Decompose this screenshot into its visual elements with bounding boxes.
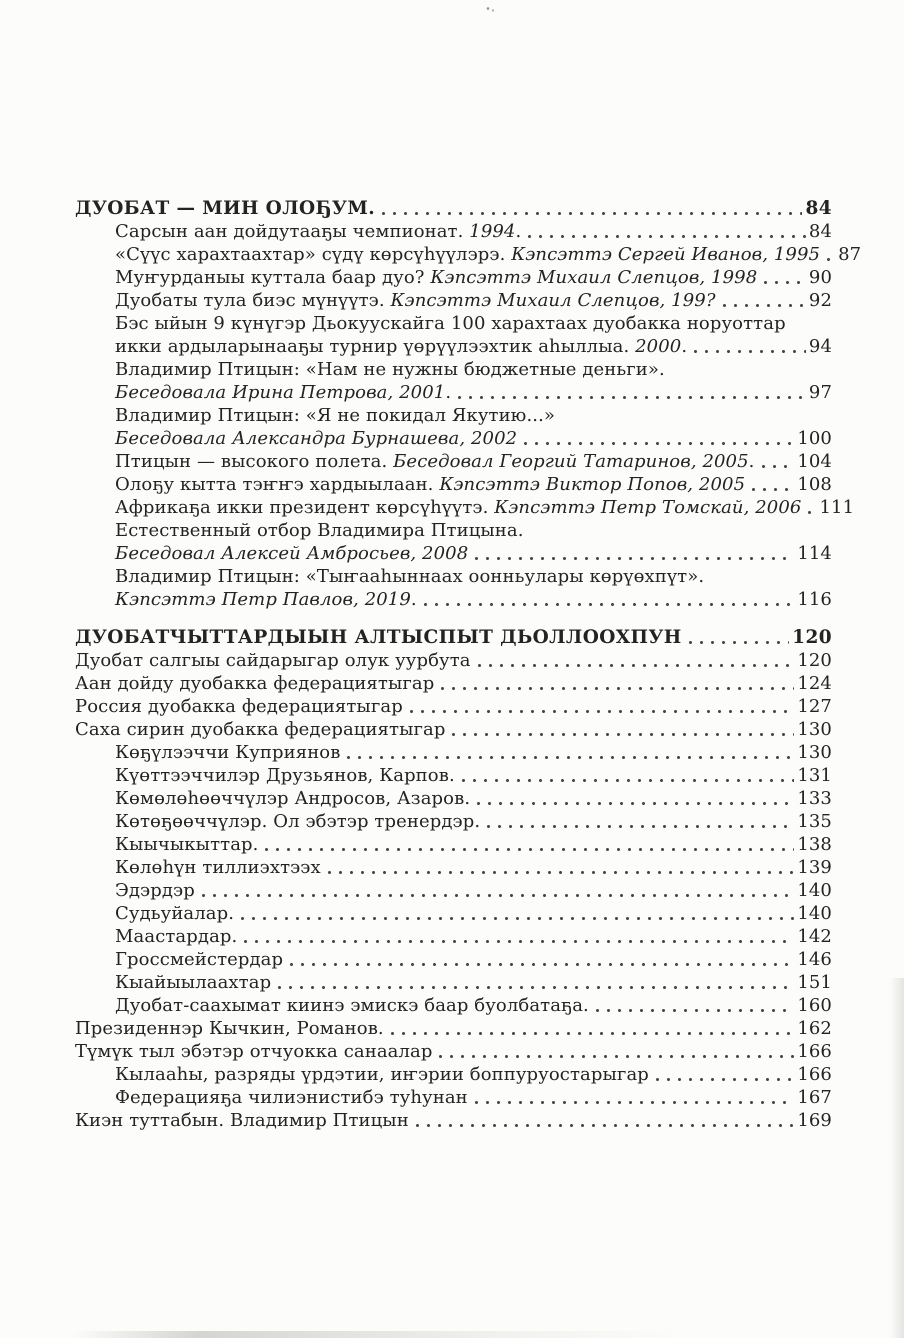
toc-entry-text [115,948,283,971]
toc-page-number: 120 [797,650,832,671]
toc-text-segment: Дуобат-саахымат киинэ эмискэ баар буолбатаҕа. [115,995,589,1016]
toc-row [75,266,832,289]
scan-artifact-shade [890,978,904,1338]
toc-page-number: 87 [838,244,862,265]
toc-text-segment: Владимир Птицын: «Тыҥааһыннаах оонньулары көрүөхпүт». [115,566,705,587]
toc-text-segment: . [681,336,688,357]
toc-row [75,764,832,787]
toc-entry-text [115,266,757,289]
toc-row [75,243,862,266]
toc-row [75,358,832,381]
toc-text-segment: Сарсын аан дойдутааҕы чемпионат. [115,221,470,242]
dot-leader [475,542,794,565]
toc-page-number: 140 [797,903,832,924]
toc [75,197,862,1132]
toc-text-segment: Күөттээччилэр Друзьянов, Карпов. [115,765,455,786]
toc-entry-text [75,197,375,220]
dot-leader [656,1063,794,1086]
toc-entry-text [115,473,745,496]
toc-entry-text [115,833,258,856]
toc-page-number: 127 [797,696,832,717]
dot-leader [752,473,794,496]
toc-entry-text [115,1086,468,1109]
toc-text-segment: Олоҕу кытта тэҥҥэ хардыылаан. [115,474,440,495]
toc-entry-text [115,902,234,925]
toc-page-number: 120 [792,627,832,648]
scan-artifact-smudge [0,1331,904,1338]
toc-row [75,335,832,358]
toc-row [75,718,832,741]
dot-leader [528,220,806,243]
toc-text-segment: Эдэрдэр [115,880,195,901]
toc-entry-text [75,626,682,649]
toc-text-segment: «Сүүс харахтаахтар» сүдү көрсүһүүлэрэ. [115,244,512,265]
toc-text-segment: Птицын — высокого полета. [115,451,394,472]
toc-text-segment: Бэс ыйын 9 күнүгэр Дьокуускайга 100 харахтаах дуобакка норуоттар [115,313,786,334]
toc-text-segment: Кэпсэттэ Петр Томскай, 2006 [494,497,802,518]
toc-entry-text [115,312,786,335]
toc-text-segment: Гроссмейстердар [115,949,284,970]
toc-text-segment: . [410,589,417,610]
toc-row [75,833,832,856]
dot-leader [478,649,795,672]
toc-entry-text [115,879,195,902]
toc-text-segment: Муҥурданыы куттала баар дуо? [115,267,431,288]
dot-leader [391,1017,795,1040]
toc-entry-text [115,764,455,787]
toc-entry-text [115,427,517,450]
toc-entry-text [115,925,237,948]
toc-text-segment: Владимир Птицын: «Нам не нужны бюджетные деньги». [115,359,665,380]
dot-leader [808,496,816,519]
dot-leader [278,971,794,994]
toc-section-heading [75,626,832,649]
dot-leader [382,197,802,220]
toc-row [75,1109,832,1132]
toc-text-segment: Естественный отбор Владимира Птицына. [115,520,524,541]
toc-row [75,902,832,925]
dot-leader [827,243,835,266]
toc-row [75,427,832,450]
toc-text-segment: Саха сирин дуобакка федерациятыгар [75,719,446,740]
toc-text-segment: Федерацияҕа чилиэнистибэ туһунан [115,1087,468,1108]
dot-leader [328,856,795,879]
toc-entry-text [115,741,340,764]
toc-entry-text [75,672,434,695]
toc-row [75,1040,832,1063]
toc-row [75,948,832,971]
toc-page-number: 108 [797,474,832,495]
dot-leader [723,289,806,312]
scan-artifact-speck [486,7,495,12]
toc-page-number: 114 [797,543,832,564]
toc-row [75,1063,832,1086]
toc-row [75,925,832,948]
toc-row [75,787,832,810]
toc-entry-text [115,358,665,381]
toc-text-segment: Африкаҕа икки президент көрсүһүүтэ. [115,497,495,518]
toc-page-number: 130 [797,742,832,763]
toc-row [75,971,832,994]
toc-section-heading [75,197,832,220]
toc-row [75,741,832,764]
toc-page-number: 94 [808,336,832,357]
toc-text-segment: Киэн туттабын. Владимир Птицын [75,1110,409,1131]
toc-text-segment: Россия дуобакка федерациятыгар [75,696,403,717]
toc-entry-text [115,588,417,611]
toc-page-number: 146 [797,949,832,970]
dot-leader [244,925,794,948]
toc-entry-text [115,243,820,266]
toc-row [75,695,832,718]
toc-text-segment: Владимир Птицын: «Я не покидал Якутию...» [115,405,556,426]
toc-text-segment: ДУОБАТ — МИН ОЛОҔУМ. [75,198,376,219]
toc-text-segment: Кылааһы, разряды үрдэтии, иҥэрии боппуруостарыгар [115,1064,649,1085]
toc-row [75,404,832,427]
toc-text-segment: ДУОБАТЧЫТТАРДЫЫН АЛТЫСПЫТ ДЬОЛЛООХПУН [75,627,682,648]
toc-entry-text [115,404,555,427]
dot-leader [265,833,794,856]
dot-leader [416,1109,795,1132]
toc-page-number: 135 [797,811,832,832]
toc-entry-text [115,810,480,833]
toc-row [75,289,832,312]
toc-text-segment: Кэпсэттэ Михаил Слепцов, 199? [390,290,716,311]
toc-row [75,381,832,404]
dot-leader [290,948,794,971]
toc-page-number: 151 [797,972,832,993]
toc-text-segment: Кэпсэттэ Виктор Попов, 2005 [439,474,746,495]
toc-page-number: 97 [808,382,832,403]
toc-row [75,810,832,833]
toc-entry-text [75,695,403,718]
toc-row [75,220,832,243]
toc-entry-text [115,381,451,404]
dot-leader [458,381,806,404]
toc-page-number: 116 [797,589,832,610]
toc-row [75,649,832,672]
toc-page-number: 169 [797,1110,832,1131]
toc-text-segment: Беседовал Алексей Амбросьев, 2008 [115,543,469,564]
toc-text-segment: Аан дойду дуобакка федерациятыгар [75,673,435,694]
toc-page-number: 131 [797,765,832,786]
toc-text-segment: Кэпсэттэ Михаил Слепцов, 1998 [430,267,758,288]
toc-page-number: 140 [797,880,832,901]
toc-row [75,312,832,335]
toc-row [75,1086,832,1109]
toc-text-segment: Кыайыылаахтар [115,972,272,993]
toc-page-number: 142 [797,926,832,947]
toc-row [75,450,832,473]
dot-leader [462,764,795,787]
dot-leader [424,588,795,611]
toc-entry-text [115,971,271,994]
toc-text-segment: Кэпсэттэ Петр Павлов, 2019 [115,589,411,610]
toc-page-number: 133 [797,788,832,809]
toc-row [75,856,832,879]
dot-leader [241,902,794,925]
dot-leader [524,427,794,450]
toc-entry-text [115,856,321,879]
toc-entry-text [115,542,468,565]
toc-page-number: 130 [797,719,832,740]
toc-page-number: 166 [797,1064,832,1085]
toc-text-segment: Көҕүлээччи Куприянов [115,742,341,763]
toc-text-segment: Беседовала Ирина Петрова, 2001 [115,382,446,403]
toc-row [75,542,832,565]
toc-page-number: 166 [797,1041,832,1062]
toc-page-number: 138 [797,834,832,855]
toc-page-number: 162 [797,1018,832,1039]
toc-page-number: 139 [797,857,832,878]
toc-page-number: 84 [805,198,832,219]
toc-text-segment: Маастардар. [115,926,238,947]
toc-text-segment: Көтөҕөөччүлэр. Ол эбэтэр тренердэр. [115,811,481,832]
toc-page-number: 84 [808,221,832,242]
toc-text-segment: 1994 [469,221,516,242]
toc-page-number: 90 [808,267,832,288]
toc-text-segment: Дуобат салгыы сайдарыгар олук уурбута [75,650,471,671]
toc-page-number: 111 [819,497,855,518]
toc-text-segment: Беседовал Георгий Татаринов, 2005 [393,451,749,472]
toc-text-segment: Кэпсэттэ Сергей Иванов, 1995 [511,244,821,265]
toc-text-segment: Кыычыкыттар. [115,834,259,855]
toc-entry-text [115,787,470,810]
dot-leader [596,994,794,1017]
toc-row [75,519,832,542]
toc-entry-text [115,220,521,243]
dot-leader [452,718,794,741]
toc-text-segment: Дуобаты тула биэс мүнүүтэ. [115,290,391,311]
toc-entry-text [75,718,445,741]
dot-leader [764,266,806,289]
toc-entry-text [115,519,524,542]
dot-leader [487,810,794,833]
toc-entry-text [115,994,589,1017]
toc-row [75,1017,832,1040]
toc-row [75,496,855,519]
toc-page-number: 167 [797,1087,832,1108]
dot-leader [410,695,794,718]
toc-entry-text [115,565,704,588]
toc-entry-text [75,649,471,672]
toc-text-segment: 2000 [635,336,682,357]
toc-row [75,672,832,695]
toc-entry-text [75,1017,384,1040]
toc-page-number: 160 [797,995,832,1016]
toc-page-number: 92 [808,290,832,311]
toc-page-number: 100 [797,428,832,449]
toc-row [75,565,832,588]
toc-row [75,879,832,902]
dot-leader [477,787,794,810]
toc-entry-text [115,450,755,473]
toc-text-segment: Көлөһүн тиллиэхтээх [115,857,321,878]
dot-leader [475,1086,795,1109]
toc-row [75,994,832,1017]
toc-page-number: 104 [797,451,832,472]
toc-text-segment: Түмүк тыл эбэтэр отчуокка санаалар [75,1041,433,1062]
toc-text-segment: икки ардыларынааҕы турнир үөрүүлээхтик аһыллыа. [115,336,636,357]
toc-entry-text [115,496,801,519]
toc-row [75,473,832,496]
toc-text-segment: . [445,382,452,403]
toc-text-segment: . [748,451,755,472]
toc-entry-text [115,289,716,312]
toc-text-segment: Президеннэр Кычкин, Романов. [75,1018,384,1039]
dot-leader [694,335,806,358]
toc-row [75,588,832,611]
toc-text-segment: . [515,221,522,242]
toc-entry-text [75,1040,432,1063]
toc-text-segment: Көмөлөһөөччүлэр Андросов, Азаров. [115,788,471,809]
dot-leader [202,879,794,902]
toc-entry-text [115,335,687,358]
dot-leader [762,450,795,473]
toc-text-segment: Беседовала Александра Бурнашева, 2002 [115,428,518,449]
dot-leader [347,741,794,764]
toc-page-number: 124 [797,673,832,694]
dot-leader [689,626,790,649]
toc-entry-text [115,1063,649,1086]
toc-entry-text [75,1109,409,1132]
dot-leader [439,1040,794,1063]
dot-leader [441,672,794,695]
toc-text-segment: Судьуйалар. [115,903,235,924]
